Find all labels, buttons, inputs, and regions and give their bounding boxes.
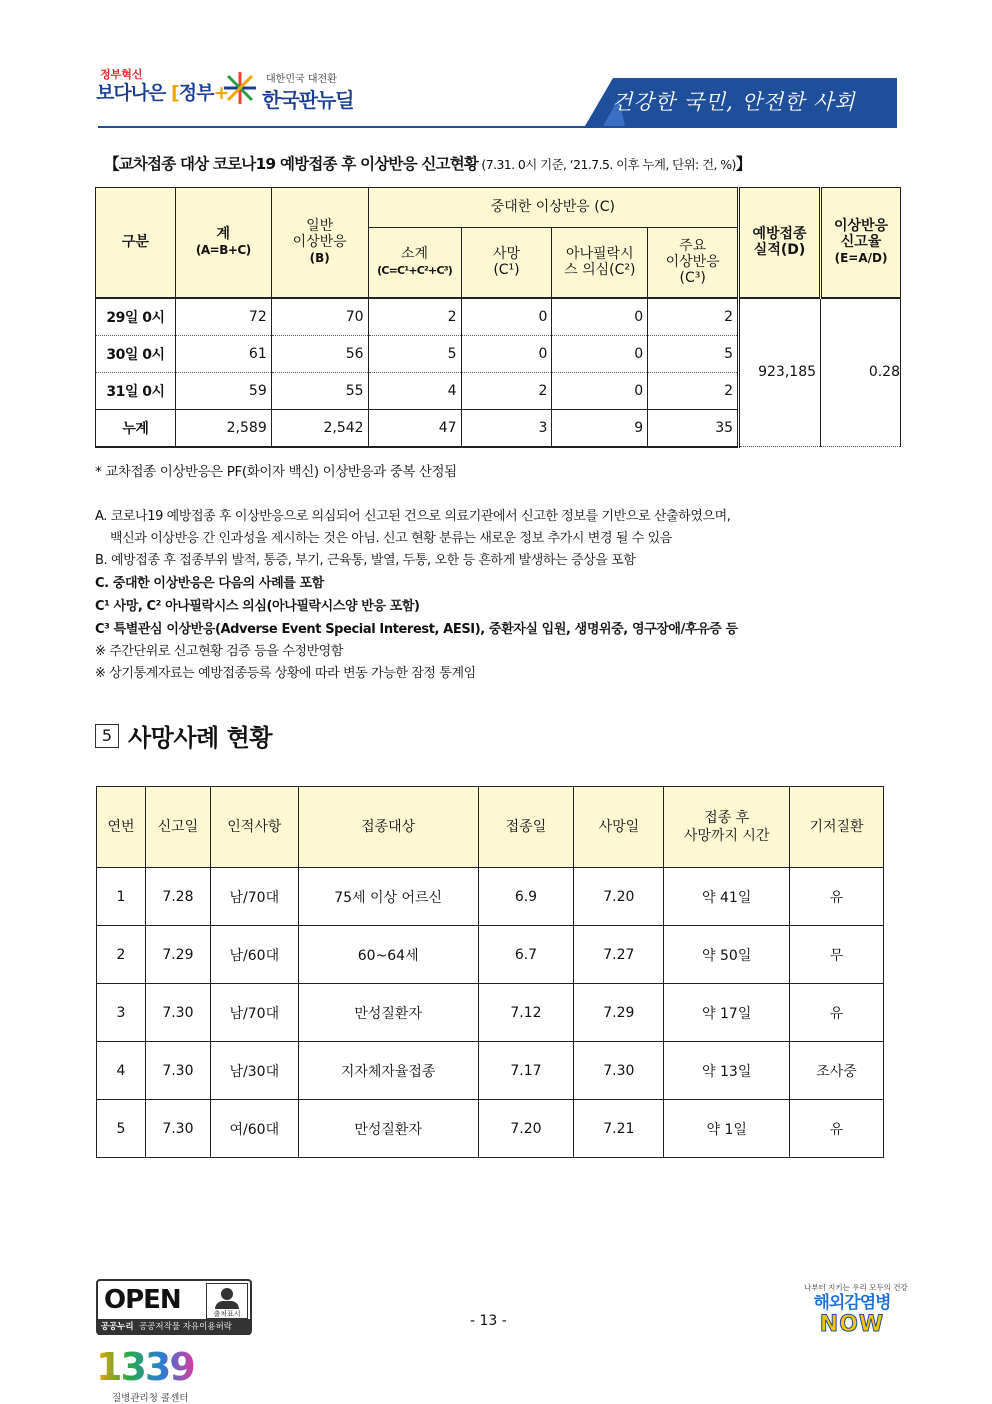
- cell-subtotal: 2: [368, 298, 461, 336]
- table-row: [97, 926, 884, 984]
- now-small: 나부터 지키는 우리 모두의 건강: [804, 1283, 908, 1292]
- section-number: 5: [95, 724, 119, 748]
- header-anaphylaxis: 아나필락시 스 의심(C²): [552, 228, 648, 298]
- row-label: 29일 0시: [96, 298, 176, 336]
- row-label: 30일 0시: [96, 335, 176, 372]
- cell-time-to-death: 약 17일: [664, 984, 790, 1042]
- logo-gov-text-2: 정부: [178, 82, 214, 104]
- open-sub-1: 공공누리: [100, 1322, 134, 1332]
- cell-target: 지자체자율접종: [298, 1042, 478, 1100]
- logo-kr-main: 한국판뉴딜: [262, 88, 354, 112]
- note-c3: C³ 특별관심 이상반응(Adverse Event Special Interest, AESI), 중환자실 입원, 생명위중, 영구장애/후유증 등: [95, 622, 738, 637]
- logo-gov-text-1: 보다나은: [96, 82, 166, 104]
- cell-anaphylaxis: 9: [552, 409, 648, 447]
- cell-person: 여/60대: [210, 1100, 298, 1158]
- open-label: OPEN: [104, 1285, 181, 1315]
- overseas-infection-logo: [804, 1282, 908, 1337]
- note-c: C. 중대한 이상반응은 다음의 사례를 포함: [95, 576, 324, 591]
- cell-vaccination-date: 7.17: [478, 1042, 574, 1100]
- cell-vaccination-date: 6.7: [478, 926, 574, 984]
- header-total: 계 (A=B+C): [175, 188, 271, 298]
- cell-person: 남/60대: [210, 926, 298, 984]
- header-rate: 이상반응 신고율 (E=A/D): [821, 188, 901, 298]
- cell-general: 70: [271, 298, 368, 336]
- note-a1: A. 코로나19 예방접종 후 이상반응으로 의심되어 신고된 건으로 의료기관에서 신고한 정보를 기반으로 산출하였으며,: [95, 509, 731, 524]
- cell-subtotal: 47: [368, 409, 461, 447]
- cell-total: 2,589: [175, 409, 271, 447]
- cell-general: 56: [271, 335, 368, 372]
- cell-report-date: 7.30: [145, 984, 210, 1042]
- cell-vaccination-date: 6.9: [478, 868, 574, 926]
- cell-total: 61: [175, 335, 271, 372]
- now-main: 해외감염병: [813, 1293, 891, 1313]
- call-center-logo: [96, 1345, 194, 1389]
- cell-report-date: 7.29: [145, 926, 210, 984]
- cell-no: 3: [97, 984, 146, 1042]
- table-row: [96, 298, 901, 336]
- header-major: 주요 이상반응 (C³): [648, 228, 739, 298]
- cell-target: 60~64세: [298, 926, 478, 984]
- cell-anaphylaxis: 0: [552, 298, 648, 336]
- cell-time-to-death: 약 50일: [664, 926, 790, 984]
- cell-target: 75세 이상 어르신: [298, 868, 478, 926]
- header-category: 구분: [96, 188, 176, 298]
- logo-plus-icon: +: [213, 82, 229, 104]
- header-general: 일반 이상반응 (B): [271, 188, 368, 298]
- table-row: [97, 984, 884, 1042]
- cell-person: 남/70대: [210, 868, 298, 926]
- death-cases-table: [96, 786, 884, 1158]
- cell-death-date: 7.20: [574, 868, 664, 926]
- cell-vaccinated: 923,185: [739, 298, 821, 447]
- cell-death: 2: [461, 372, 552, 409]
- table-row: [97, 1042, 884, 1100]
- table1-title-close: 】: [735, 155, 751, 173]
- cell-target: 만성질환자: [298, 1100, 478, 1158]
- cell-rate: 0.28: [821, 298, 901, 447]
- new-deal-logo-icon: [222, 70, 258, 106]
- cell-total: 72: [175, 298, 271, 336]
- header-underlying: 기저질환: [790, 787, 884, 868]
- table1-title-note: (7.31. 0시 기준, ‘21.7.5. 이후 누계, 단위: 건, %): [478, 157, 736, 172]
- logo-bracket-icon: [: [171, 82, 179, 104]
- now-word: NOW: [819, 1312, 885, 1337]
- header-time-to-death: 접종 후 사망까지 시간: [664, 787, 790, 868]
- open-license-badge: [96, 1279, 252, 1335]
- header-target: 접종대상: [298, 787, 478, 868]
- call-center-sub: 질병관리청 콜센터: [112, 1393, 189, 1404]
- call-number: 1339: [96, 1345, 194, 1389]
- cell-death: 0: [461, 335, 552, 372]
- cell-death-date: 7.21: [574, 1100, 664, 1158]
- cell-major: 2: [648, 298, 739, 336]
- cell-vaccination-date: 7.12: [478, 984, 574, 1042]
- cell-subtotal: 5: [368, 335, 461, 372]
- cell-no: 1: [97, 868, 146, 926]
- cell-subtotal: 4: [368, 372, 461, 409]
- open-sub-2: 공공저작물 자유이용허락: [138, 1322, 232, 1332]
- cell-death: 0: [461, 298, 552, 336]
- cell-underlying: 조사중: [790, 1042, 884, 1100]
- person-icon: [206, 1283, 248, 1319]
- header-death-date: 사망일: [574, 787, 664, 868]
- logo-gov-small: 정부혁신: [100, 68, 143, 81]
- open-sub: [98, 1319, 250, 1335]
- cell-target: 만성질환자: [298, 984, 478, 1042]
- note-a2: 백신과 이상반응 간 인과성을 제시하는 것은 아님. 신고 현황 분류는 새로운 정보 추가시 변경 될 수 있음: [110, 531, 672, 546]
- cell-no: 2: [97, 926, 146, 984]
- cell-death-date: 7.27: [574, 926, 664, 984]
- note-ref1: ※ 주간단위로 신고현황 검증 등을 수정반영함: [95, 644, 343, 659]
- note-ref2: ※ 상기통계자료는 예방접종등록 상황에 따라 변동 가능한 잠정 통계임: [95, 666, 476, 681]
- header-no: 연번: [97, 787, 146, 868]
- row-label: 누계: [96, 409, 176, 447]
- cell-time-to-death: 약 13일: [664, 1042, 790, 1100]
- cell-time-to-death: 약 41일: [664, 868, 790, 926]
- cell-time-to-death: 약 1일: [664, 1100, 790, 1158]
- cell-general: 55: [271, 372, 368, 409]
- note-c12: C¹ 사망, C² 아나필락시스 의심(아나필락시스양 반응 포함): [95, 599, 420, 614]
- table-header-row: [97, 787, 884, 868]
- adverse-reaction-table: [95, 187, 901, 448]
- cell-no: 4: [97, 1042, 146, 1100]
- table-row: [97, 1100, 884, 1158]
- cell-general: 2,542: [271, 409, 368, 447]
- header-death: 사망 (C¹): [461, 228, 552, 298]
- cell-report-date: 7.30: [145, 1100, 210, 1158]
- header-report-date: 신고일: [145, 787, 210, 868]
- header-vaccinated: 예방접종 실적(D): [739, 188, 821, 298]
- note-b: B. 예방접종 후 접종부위 발적, 통증, 부기, 근육통, 발열, 두통, 오한 등 흔하게 발생하는 증상을 포함: [95, 553, 636, 568]
- section-title: 사망사례 현황: [128, 724, 272, 752]
- cell-total: 59: [175, 372, 271, 409]
- logo-gov-main: [96, 78, 228, 105]
- table-row: [97, 868, 884, 926]
- cell-death-date: 7.30: [574, 1042, 664, 1100]
- header-vaccination-date: 접종일: [478, 787, 574, 868]
- cell-underlying: 유: [790, 868, 884, 926]
- cell-underlying: 무: [790, 926, 884, 984]
- cell-death-date: 7.29: [574, 984, 664, 1042]
- logo-kr-small: 대한민국 대전환: [266, 74, 337, 85]
- banner-slogan: 건강한 국민, 안전한 사회: [612, 90, 856, 114]
- header-serious: 중대한 이상반응 (C): [368, 188, 738, 228]
- cell-death: 3: [461, 409, 552, 447]
- cell-underlying: 유: [790, 1100, 884, 1158]
- note-star: * 교차접종 이상반응은 PF(화이자 백신) 이상반응과 중복 산정됨: [95, 464, 457, 480]
- cell-person: 남/30대: [210, 1042, 298, 1100]
- table1-title: [104, 152, 751, 174]
- cell-major: 2: [648, 372, 739, 409]
- cell-underlying: 유: [790, 984, 884, 1042]
- table1-title-main: 【교차접종 대상 코로나19 예방접종 후 이상반응 신고현황: [104, 155, 479, 173]
- cell-major: 35: [648, 409, 739, 447]
- header-rule: [98, 126, 897, 128]
- row-label: 31일 0시: [96, 372, 176, 409]
- cell-no: 5: [97, 1100, 146, 1158]
- cell-person: 남/70대: [210, 984, 298, 1042]
- cell-major: 5: [648, 335, 739, 372]
- header-subtotal: 소계 (C=C¹+C²+C³): [368, 228, 461, 298]
- cell-report-date: 7.28: [145, 868, 210, 926]
- cell-anaphylaxis: 0: [552, 372, 648, 409]
- page-number: - 13 -: [470, 1313, 507, 1329]
- cell-report-date: 7.30: [145, 1042, 210, 1100]
- open-badge-text: 출처표시: [213, 1310, 241, 1318]
- cell-anaphylaxis: 0: [552, 335, 648, 372]
- cell-vaccination-date: 7.20: [478, 1100, 574, 1158]
- header-person: 인적사항: [210, 787, 298, 868]
